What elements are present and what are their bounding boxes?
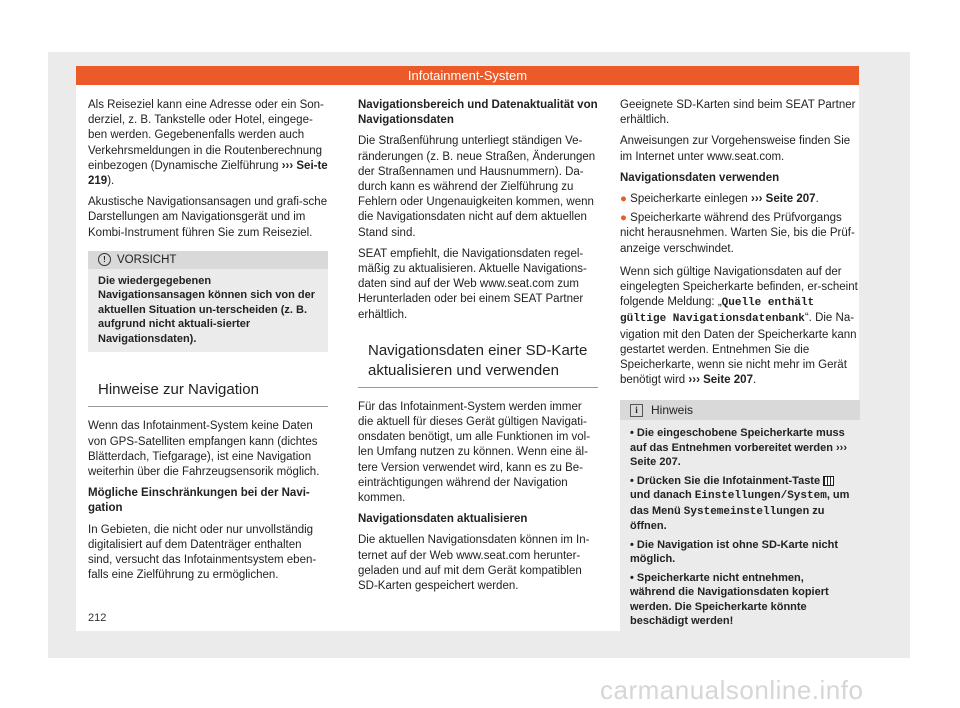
watermark: carmanualsonline.info <box>600 675 864 705</box>
caution-text: Die wiedergegebenen Navigationsansagen können sich von der aktuellen Situation un-terscheiden (z. B. aufgrund nicht aktuali-sierter Navigationsdaten). <box>88 269 328 353</box>
page-reference-link[interactable]: ››› Seite 207 <box>751 193 816 206</box>
menu-path: Einstellungen/System <box>694 490 827 503</box>
paragraph: Für das Infotainment-System werden immer die aktuell für dieses Gerät gültigen Navigati-onsdaten benötigt, um alle Funktionen im vol-len Umfang nutzen zu können. Wenn eine äl-tere Version verwendet wird, kann es zu Be-einträchtigungen während der Navigation kommen. <box>358 400 591 505</box>
note-title: Hinweis <box>651 403 694 418</box>
paragraph: In Gebieten, die nicht oder nur unvollständig digitalisiert auf dem Datenträger enthalten sind, versucht das Infotainmentsystem eben-falls eine Zielführung zu ermöglichen. <box>88 523 317 582</box>
intro-paragraph: Als Reiseziel kann eine Adresse oder ein Son-derziel, z. B. Tankstelle oder Hotel, eingege-ben werden. Gegebenenfalls werden auch Verkehrsmeldungen in die Routenberechnung einbezogen (Dynamische Zielführung ››› Sei-te 219). <box>88 99 328 188</box>
display-message: Quelle enthält gültige Navigationsdatenbank <box>620 297 815 326</box>
warning-icon: ! <box>98 253 111 266</box>
column-1 <box>88 98 328 589</box>
list-item: ● Speicherkarte während des Prüfvorgangs nicht herausnehmen. Warten Sie, bis die Prüf-anzeige verschwindet. <box>620 212 855 255</box>
page-reference-link[interactable]: ››› Sei-te 219 <box>88 159 328 188</box>
caution-header <box>88 251 328 269</box>
bullet-icon: ● <box>620 212 631 225</box>
note-item: • Drücken Sie die Infotainment-Taste und danach Einstellungen/System, um das Menü Systemeinstellungen zu öffnen. <box>630 474 850 533</box>
subheading: Mögliche Einschränkungen bei der Navi-gation <box>88 487 310 515</box>
note-box <box>620 400 860 641</box>
info-icon: i <box>630 404 643 417</box>
list-item: ● Speicherkarte einlegen ››› Seite 207. <box>620 193 819 206</box>
note-item: • Die eingeschobene Speicherkarte muss auf das Entnehmen vorbereitet werden ››› Seite 207. <box>630 427 847 469</box>
caution-box <box>88 251 328 353</box>
column-2 <box>358 98 598 600</box>
note-body <box>620 420 860 641</box>
paragraph: Geeignete SD-Karten sind beim SEAT Partner erhältlich. <box>620 99 856 127</box>
paragraph: SEAT empfiehlt, die Navigationsdaten regel-mäßig zu aktualisieren. Aktuelle Navigations-daten sind auf der Web www.seat.com zum Herunterladen oder bei einem SEAT Partner erhältlich. <box>358 247 587 321</box>
menu-name: Systemeinstellungen <box>683 505 810 518</box>
page-reference-link[interactable]: ››› Seite 207 <box>688 374 753 387</box>
section-title: Navigationsdaten einer SD-Karte aktualisieren und verwenden <box>358 335 598 388</box>
paragraph: Die aktuellen Navigationsdaten können im In-ternet auf der Web www.seat.com herunter-geladen und auf mit dem Gerät kompatiblen SD-Karten gespeichert werden. <box>358 534 590 593</box>
column-3 <box>620 98 860 641</box>
note-item: • Speicherkarte nicht entnehmen, während die Navigationsdaten kopiert werden. Die Speicherkarte könnte beschädigt werden! <box>630 571 829 628</box>
paragraph: Anweisungen zur Vorgehensweise finden Sie im Internet unter www.seat.com. <box>620 135 851 163</box>
note-item: • Die Navigation ist ohne SD-Karte nicht möglich. <box>630 538 839 566</box>
paragraph: Die Straßenführung unterliegt ständigen Ve-ränderungen (z. B. neue Straßen, Änderungen der Straßennamen und Hausnummern). Da-durch kann es während der Zielführung zu Fehlern oder Ungenauigkeiten kommen, wenn die Navigationsdaten nicht auf dem aktuellen Stand sind. <box>358 135 596 239</box>
note-header <box>620 400 860 420</box>
page-reference-link[interactable]: ››› Seite 207 <box>630 441 847 469</box>
menu-key-icon <box>823 476 834 486</box>
chapter-header: Infotainment-System <box>76 66 859 85</box>
caution-title: VORSICHT <box>117 253 177 266</box>
bullet-icon: ● <box>620 193 631 206</box>
paragraph: Wenn das Infotainment-System keine Daten von GPS-Satelliten empfangen kann (dichtes Blätterdach, Tiefgarage), ist eine Navigation weiterhin über die Fahrzeugsensorik möglich. <box>88 420 320 478</box>
section-title: Hinweise zur Navigation <box>88 374 328 407</box>
paragraph: Wenn sich gültige Navigationsdaten auf der eingelegten Speicherkarte befinden, er-scheint folgende Meldung: „Quelle enthält gültige Navigationsdatenbank“. Die Na-vigation mit den Daten der Speicherkarte kann gestartet werden. Entnehmen Sie die Speicherkarte, wenn sie nicht mehr im Gerät benötigt wird ››› Seite 207. <box>620 265 858 387</box>
subheading: Navigationsdaten aktualisieren <box>358 513 528 526</box>
subheading: Navigationsdaten verwenden <box>620 171 780 184</box>
page-number: 212 <box>88 612 107 624</box>
paragraph: Akustische Navigationsansagen und grafi-sche Darstellungen am Navigationsgerät und im Kombi-Instrument führen Sie zum Reiseziel. <box>88 196 328 239</box>
subheading: Navigationsbereich und Datenaktualität von Navigationsdaten <box>358 99 598 127</box>
